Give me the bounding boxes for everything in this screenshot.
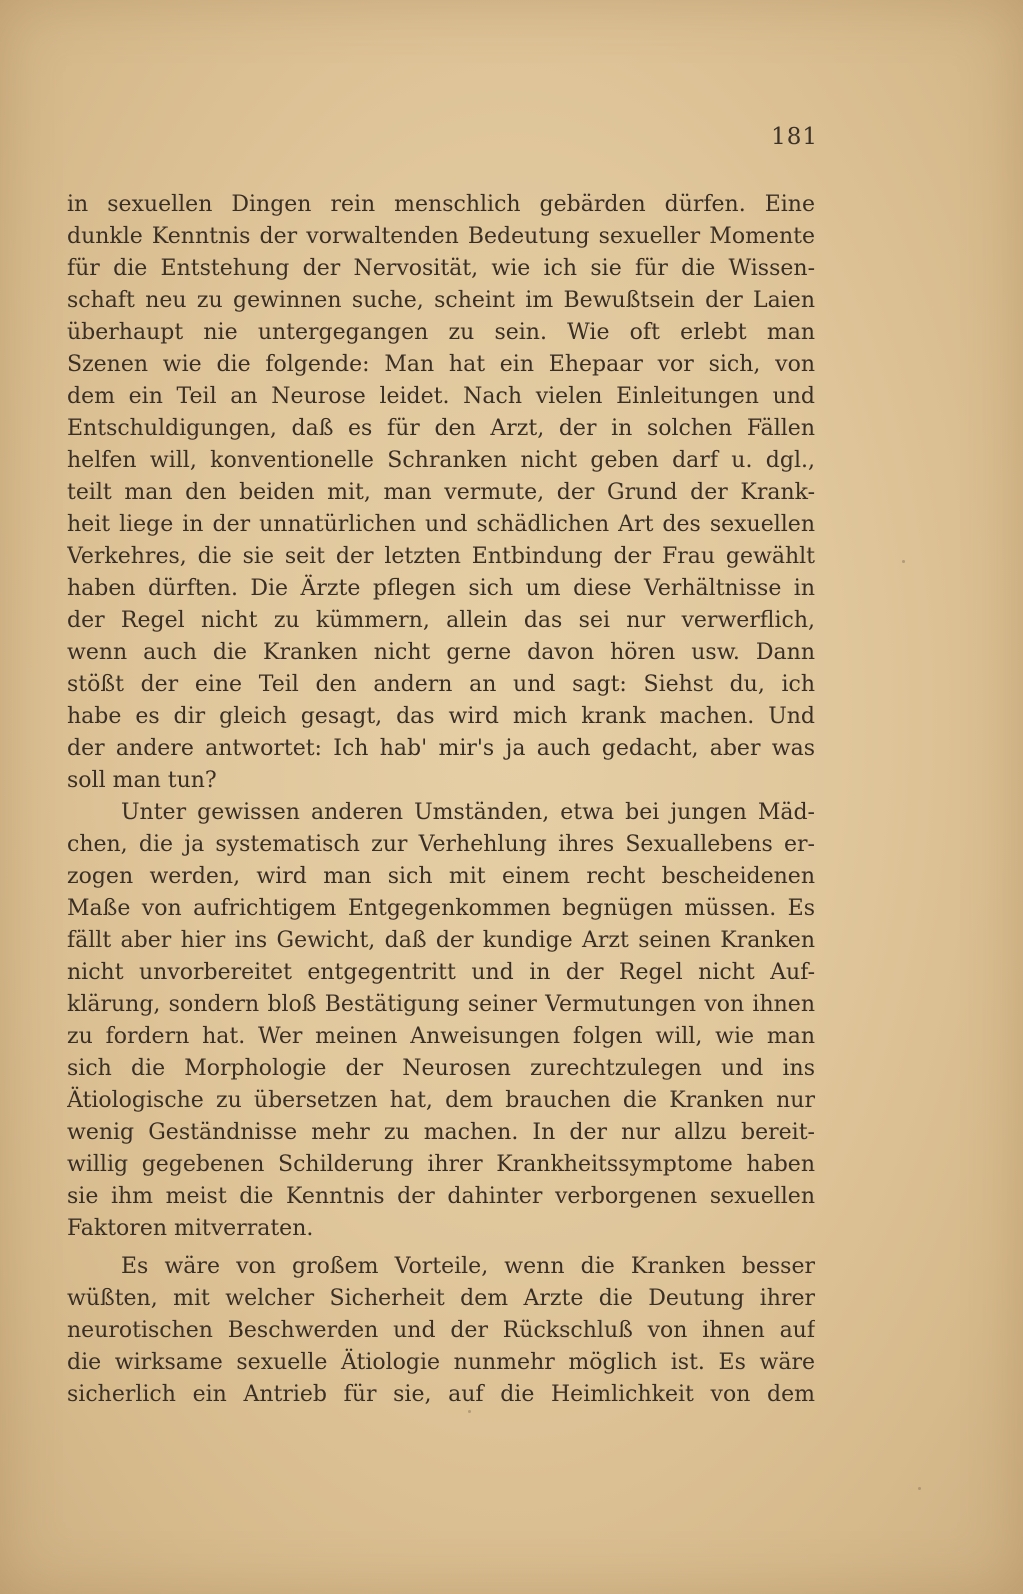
text-line: teilt man den beiden mit, man vermute, der Grund der Krank- [67,480,815,505]
paragraph-2 [67,797,815,1245]
paper-speck [468,1410,471,1413]
text-line: soll man tun? [67,768,217,793]
text-line: sicherlich ein Antrieb für sie, auf die Heimlichkeit von dem [67,1382,815,1407]
text-line: Es wäre von großem Vorteile, wenn die Kranken besser [121,1254,815,1279]
text-line: zogen werden, wird man sich mit einem recht bescheidenen [67,864,815,889]
text-line: Faktoren mitverraten. [67,1216,314,1241]
text-line: schaft neu zu gewinnen suche, scheint im Bewußtsein der Laien [67,288,815,313]
text-line: der andere antwortet: Ich hab' mir's ja auch gedacht, aber was [67,736,815,761]
text-line: in sexuellen Dingen rein menschlich gebärden dürfen. Eine [67,192,815,217]
text-line: überhaupt nie untergegangen zu sein. Wie oft erlebt man [67,320,815,345]
text-line: zu fordern hat. Wer meinen Anweisungen folgen will, wie man [67,1024,815,1049]
paper-speck [918,1487,921,1490]
text-line: nicht unvorbereitet entgegentritt und in der Regel nicht Auf- [67,960,815,985]
text-line: klärung, sondern bloß Bestätigung seiner Vermutungen von ihnen [67,992,815,1017]
paper-speck [902,560,905,563]
text-line: haben dürften. Die Ärzte pflegen sich um diese Verhältnisse in [67,576,815,601]
text-line: habe es dir gleich gesagt, das wird mich krank machen. Und [67,704,815,729]
text-line: sie ihm meist die Kenntnis der dahinter verborgenen sexuellen [67,1184,815,1209]
text-line: sich die Morphologie der Neurosen zurechtzulegen und ins [67,1056,815,1081]
text-line: Maße von aufrichtigem Entgegenkommen begnügen müssen. Es [67,896,815,921]
text-line: chen, die ja systematisch zur Verhehlung ihres Sexuallebens er- [67,832,815,857]
text-line: helfen will, konventionelle Schranken nicht geben darf u. dgl., [67,448,815,473]
text-line: fällt aber hier ins Gewicht, daß der kundige Arzt seinen Kranken [67,928,815,953]
text-line: der Regel nicht zu kümmern, allein das sei nur verwerflich, [67,608,815,633]
text-line: Ätiologische zu übersetzen hat, dem brauchen die Kranken nur [67,1088,815,1113]
text-line: stößt der eine Teil den andern an und sagt: Siehst du, ich [67,672,815,697]
text-line: dunkle Kenntnis der vorwaltenden Bedeutung sexueller Momente [67,224,815,249]
text-line: Verkehres, die sie seit der letzten Entbindung der Frau gewählt [67,544,815,569]
text-line: neurotischen Beschwerden und der Rückschluß von ihnen auf [67,1318,815,1343]
text-line: willig gegebenen Schilderung ihrer Krankheitssymptome haben [67,1152,815,1177]
paragraph-3 [67,1251,815,1411]
text-line: die wirksame sexuelle Ätiologie nunmehr möglich ist. Es wäre [67,1350,815,1375]
text-line: für die Entstehung der Nervosität, wie ich sie für die Wissen- [67,256,815,281]
paragraph-1 [67,189,815,797]
text-line: wenn auch die Kranken nicht gerne davon hören usw. Dann [67,640,815,665]
page-number: 181 [771,124,818,150]
text-line: wüßten, mit welcher Sicherheit dem Arzte die Deutung ihrer [67,1286,815,1311]
text-line: wenig Geständnisse mehr zu machen. In der nur allzu bereit- [67,1120,815,1145]
text-line: Szenen wie die folgende: Man hat ein Ehepaar vor sich, von [67,352,815,377]
text-line: Entschuldigungen, daß es für den Arzt, der in solchen Fällen [67,416,815,441]
body-text [67,189,815,1411]
text-line: dem ein Teil an Neurose leidet. Nach vielen Einleitungen und [67,384,815,409]
text-line: Unter gewissen anderen Umständen, etwa bei jungen Mäd- [121,800,815,825]
text-line: heit liege in der unnatürlichen und schädlichen Art des sexuellen [67,512,815,537]
